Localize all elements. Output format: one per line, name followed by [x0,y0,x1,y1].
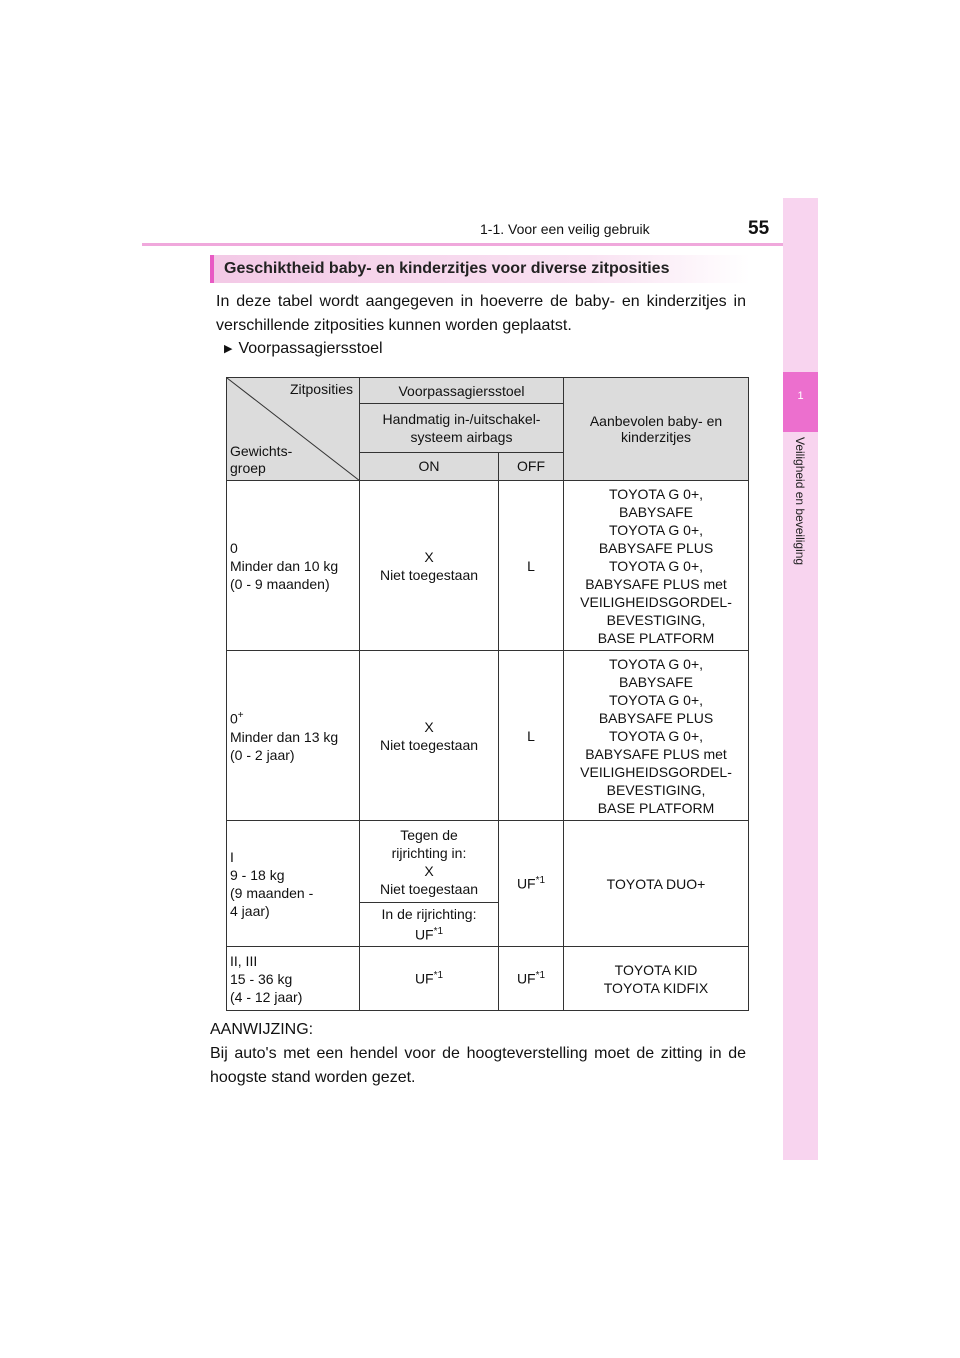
col-header-front-seat: Voorpassagiersstoel [360,378,564,404]
off-cell: UF$^{*1}$ [499,821,564,947]
group-cell: 0 Minder dan 10 kg (0 - 9 maanden) [227,481,360,651]
off-cell: L [499,651,564,821]
note-label: AANWIJZING: [210,1021,314,1038]
note-text: Bij auto's met een hendel voor de hoogteverstelling moet de zitting in de hoogste stand worden gezet. [210,1045,746,1086]
table-row [227,651,749,821]
group-cell: I 9 - 18 kg (9 maanden - 4 jaar) [227,821,360,947]
table-row [227,947,749,1011]
group-cell: II, III 15 - 36 kg (4 - 12 jaar) [227,947,360,1011]
triangle-bullet-icon: ▶ [224,343,233,355]
corner-label-positions: Zitposities [289,381,353,397]
intro-paragraph: In deze tabel wordt aangegeven in hoeverre de baby- en kinderzitjes in verschillende zitposities kunnen worden geplaatst. [216,293,746,334]
bullet-front-seat [224,340,383,358]
chapter-tab [783,198,818,1160]
on-cell: UF$^{*1}$ [360,947,499,1011]
corner-label-group: Gewichts- groep [230,443,293,476]
on-cell-rear-facing: Tegen de rijrichting in: X Niet toegestaan [360,821,499,903]
off-cell: UF$^{*1}$ [499,947,564,1011]
table-row [227,821,749,903]
group-cell: 0+ Minder dan 13 kg (0 - 2 jaar) [227,651,360,821]
recommended-cell: TOYOTA G 0+, BABYSAFE TOYOTA G 0+, BABYSAFE PLUS TOYOTA G 0+, BABYSAFE PLUS met VEILIGHEIDSGORDEL- BEVESTIGING, BASE PLATFORM [564,481,749,651]
on-cell: X Niet toegestaan [360,651,499,821]
col-header-recommended: Aanbevolen baby- en kinderzitjes [564,378,749,481]
chapter-title: Veiligheid en beveiliging [793,437,807,566]
table-corner-cell [227,378,360,481]
running-header-section: 1-1. Voor een veilig gebruik [480,221,650,237]
chapter-number: 1 [797,390,804,402]
bullet-label: Voorpassagiersstoel [238,340,383,357]
recommended-cell: TOYOTA G 0+, BABYSAFE TOYOTA G 0+, BABYSAFE PLUS TOYOTA G 0+, BABYSAFE PLUS met VEILIGHEIDSGORDEL- BEVESTIGING, BASE PLATFORM [564,651,749,821]
off-cell: L [499,481,564,651]
col-header-airbag-switch: Handmatig in-/uitschakel- systeem airbags [360,404,564,452]
col-header-off: OFF [499,452,564,480]
chapter-tab-marker [783,372,818,432]
recommended-cell: TOYOTA KID TOYOTA KIDFIX [564,947,749,1011]
note-block [210,1018,746,1090]
table-row [227,481,749,651]
col-header-on: ON [360,452,499,480]
on-cell-forward-facing: In de rijrichting: UF$^{*1}$ [360,903,499,947]
page-number: 55 [748,218,770,239]
section-title: Geschiktheid baby- en kinderzitjes voor diverse zitposities [224,260,670,277]
header-rule [142,243,818,246]
on-cell: X Niet toegestaan [360,481,499,651]
seat-suitability-table [226,377,749,1011]
recommended-cell: TOYOTA DUO+ [564,821,749,947]
